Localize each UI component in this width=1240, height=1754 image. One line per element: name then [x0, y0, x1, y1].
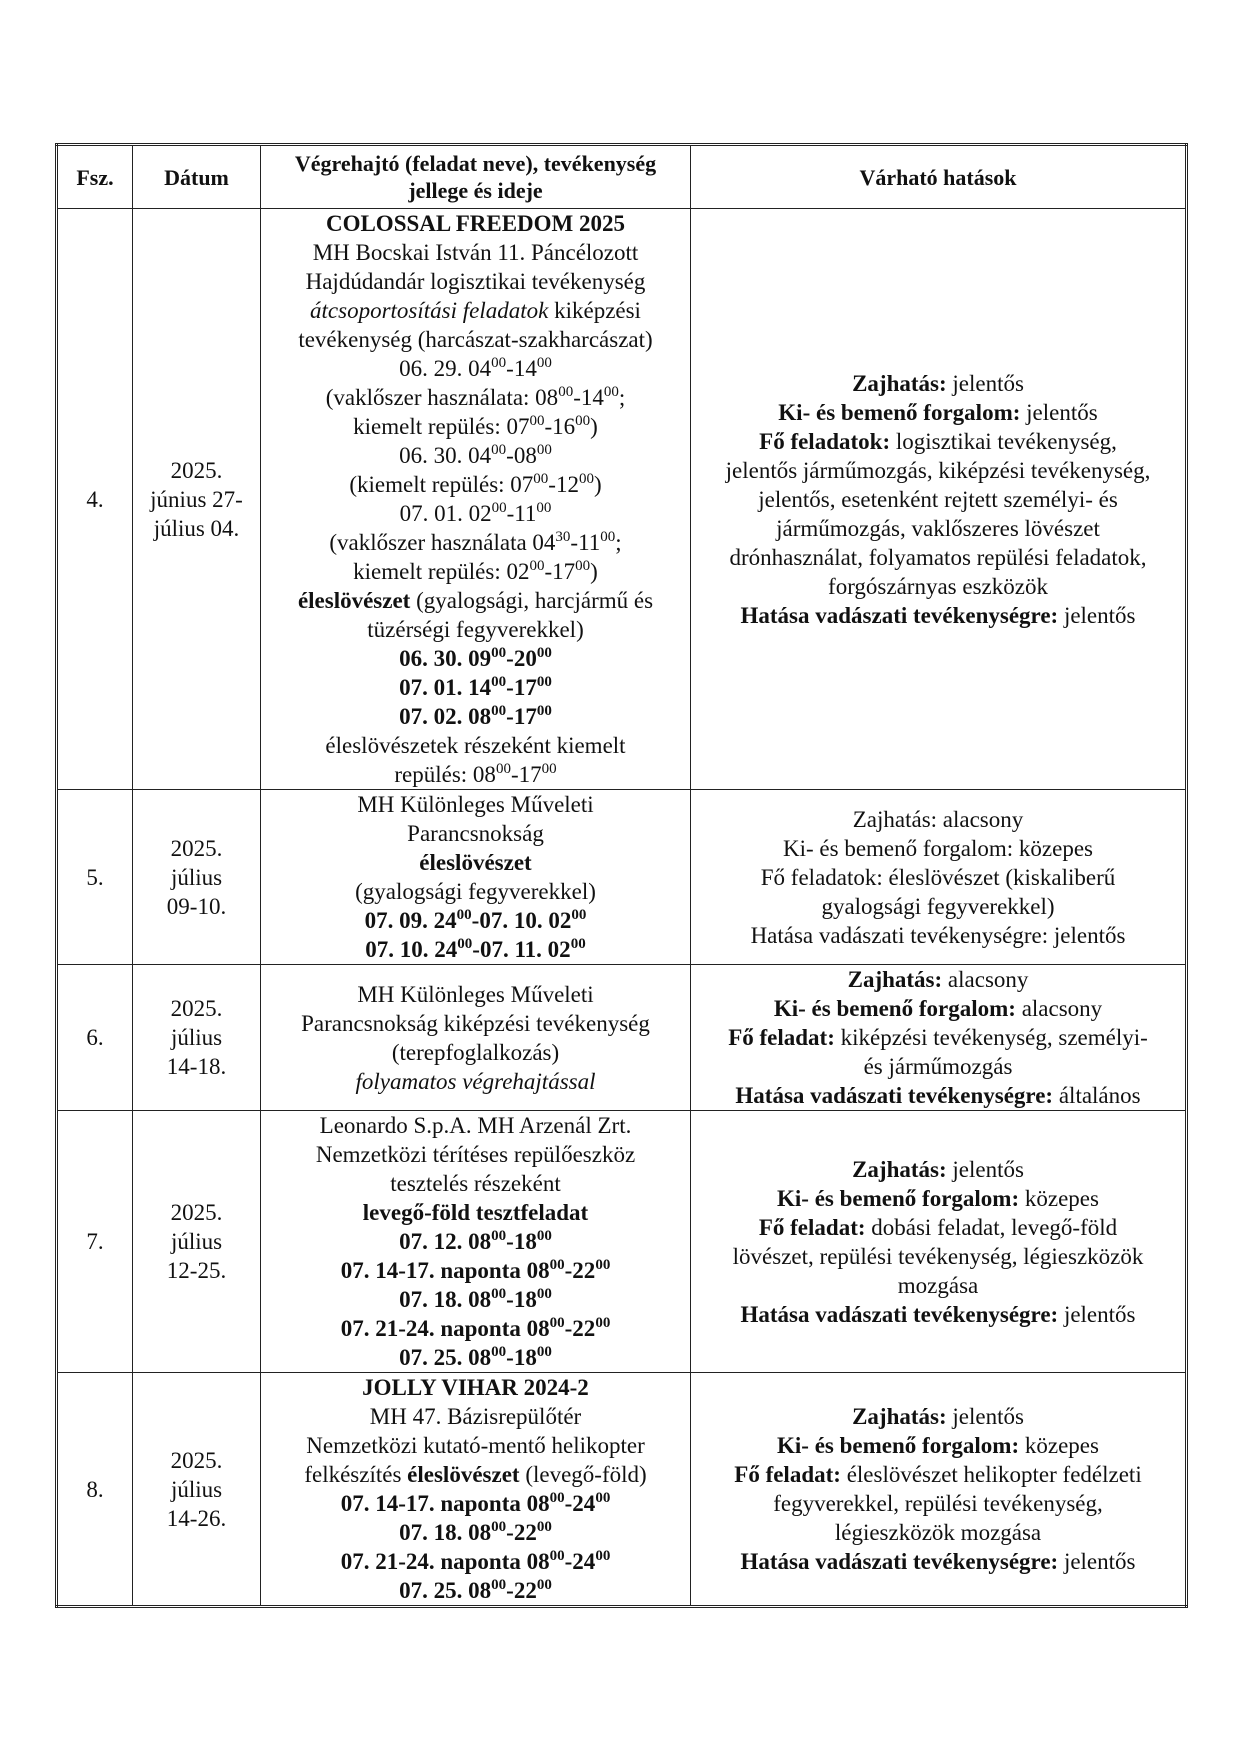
text-run: COLOSSAL FREEDOM 2025 [325, 211, 626, 236]
detail-line [265, 296, 686, 325]
detail-line [265, 557, 686, 586]
detail-line [265, 644, 686, 673]
detail-line [265, 528, 686, 557]
superscript-time: 00 [536, 1228, 552, 1244]
date-line: 09-10. [166, 893, 227, 919]
text-run: jelentős járműmozgás, kiképzési tevékenység, [725, 457, 1151, 483]
text-run: ; [615, 530, 622, 555]
text-run: -07. 11. 02 [472, 937, 571, 962]
text-run: -16 [544, 414, 576, 439]
superscript-time: 00 [491, 500, 507, 516]
text-run: éleslövészetek részeként kiemelt [325, 733, 626, 758]
superscript-time: 00 [491, 645, 507, 661]
detail-line [265, 848, 686, 877]
date-line: július [170, 864, 223, 890]
text-run: kiképzési [548, 298, 641, 323]
text-run: -11 [570, 530, 601, 555]
detail-line [265, 267, 686, 296]
text-run: általános [1053, 1083, 1141, 1108]
row-details [261, 790, 691, 965]
text-run: Parancsnokság kiképzési tevékenység [301, 1010, 650, 1036]
text-run: -22 [506, 1520, 537, 1545]
text-run: 07. 18. 08 [399, 1287, 492, 1312]
superscript-time: 00 [536, 442, 552, 458]
text-run: Zajhatás: [852, 370, 947, 396]
table-header-row [57, 145, 1187, 209]
detail-line [265, 760, 686, 789]
row-number: 4. [57, 209, 133, 790]
text-run: Ki- és bemenő forgalom: [777, 1185, 1020, 1211]
text-run: alacsony [1015, 996, 1103, 1021]
date-line: 2025. [170, 996, 223, 1021]
text-run: fegyverekkel, repülési tevékenység, [773, 1491, 1103, 1516]
detail-line [265, 470, 686, 499]
text-run: jelentős [946, 370, 1024, 396]
text-run: kiemelt repülés: 07 [353, 414, 530, 439]
text-run: tüzérségi fegyverekkel) [367, 617, 584, 642]
detail-line [265, 1431, 686, 1460]
row-details [261, 1111, 691, 1373]
header-number: Fsz. [57, 145, 133, 209]
text-run: tesztelés részeként [390, 1171, 561, 1196]
superscript-time: 00 [536, 355, 552, 371]
text-run: Ki- és bemenő forgalom: közepes [783, 835, 1093, 861]
superscript-time: 00 [536, 674, 552, 690]
detail-line [265, 935, 686, 964]
text-run: MH Bocskai István 11. Páncélozott [312, 240, 639, 265]
date-line: július [170, 1025, 223, 1050]
effect-line [695, 1271, 1181, 1300]
detail-line [265, 1373, 686, 1402]
detail-line [265, 1198, 686, 1227]
detail-line [265, 238, 686, 267]
effect-line [695, 543, 1181, 572]
text-run: járműmozgás, vaklőszeres lövészet [776, 515, 1100, 541]
text-run: -17 [506, 675, 537, 700]
text-run: tevékenység (harcászat-szakharcászat) [298, 327, 653, 352]
text-run: jelentős [1058, 1549, 1136, 1574]
row-date [133, 965, 261, 1111]
text-run: -17 [506, 704, 537, 729]
detail-line [265, 1009, 686, 1038]
effect-line [695, 601, 1181, 630]
detail-line [265, 702, 686, 731]
superscript-time: 00 [595, 1490, 611, 1506]
detail-line [265, 1314, 686, 1343]
row-date [133, 1373, 261, 1607]
superscript-time: 00 [529, 413, 545, 429]
text-run: Zajhatás: [852, 1404, 947, 1429]
text-run: mozgása [897, 1272, 979, 1298]
text-run: -18 [506, 1287, 537, 1312]
text-run: -18 [506, 1345, 537, 1370]
text-run: felkészítés [304, 1462, 408, 1487]
text-run: 07. 21-24. naponta 08 [340, 1316, 550, 1341]
text-run: (vaklőszer használata: 08 [325, 385, 559, 410]
table-row [57, 790, 1187, 965]
text-run: jelentős [1020, 399, 1098, 425]
effect-line [695, 572, 1181, 601]
header-actor: Végrehajtó (feladat neve), tevékenység jellege és ideje [261, 145, 691, 209]
text-run: 07. 02. 08 [399, 704, 492, 729]
superscript-time: 00 [491, 1519, 507, 1535]
table-body [57, 209, 1187, 1607]
text-run: éleslövészet [297, 588, 411, 613]
detail-line [265, 325, 686, 354]
effect-line [695, 892, 1181, 921]
effect-line [695, 398, 1181, 427]
text-run: jelentős, esetenként rejtett személyi- és [758, 486, 1118, 512]
detail-line [265, 790, 686, 819]
text-run: éleslövészet [419, 850, 532, 875]
detail-line [265, 1518, 686, 1547]
text-run: logisztikai tevékenység, [890, 428, 1117, 454]
text-run: 07. 09. 24 [364, 908, 457, 933]
effect-line [695, 1518, 1181, 1547]
row-date [133, 790, 261, 965]
text-run: jelentős [946, 1156, 1024, 1182]
detail-line [265, 615, 686, 644]
superscript-time: 00 [491, 1344, 507, 1360]
text-run: -24 [564, 1491, 596, 1516]
table-row [57, 1111, 1187, 1373]
row-effects [691, 1111, 1187, 1373]
row-effects [691, 1373, 1187, 1607]
text-run: (levegő-föld) [519, 1462, 647, 1487]
text-run: kiképzési tevékenység, személyi- [834, 1025, 1148, 1050]
detail-line [265, 731, 686, 760]
text-run: (gyalogsági, harcjármű és [410, 588, 654, 613]
text-run: 06. 30. 09 [399, 646, 492, 671]
text-run: Fő feladat: [758, 1214, 866, 1240]
text-run: 07. 21-24. naponta 08 [340, 1549, 550, 1574]
superscript-time: 00 [541, 761, 557, 777]
date-line: 2025. [170, 457, 223, 483]
detail-line [265, 1140, 686, 1169]
text-run: Nemzetközi kutató-mentő helikopter [306, 1433, 645, 1458]
text-run: ) [590, 414, 598, 439]
text-run: -12 [548, 472, 579, 497]
superscript-time: 00 [491, 1577, 507, 1593]
superscript-time: 00 [570, 936, 586, 952]
superscript-time: 00 [491, 1228, 507, 1244]
detail-line [265, 1227, 686, 1256]
effect-line [695, 921, 1181, 950]
row-number: 6. [57, 965, 133, 1111]
text-run: közepes [1019, 1433, 1099, 1458]
text-run: Ki- és bemenő forgalom: [773, 996, 1016, 1021]
detail-line [265, 980, 686, 1009]
text-run: 07. 10. 24 [365, 937, 458, 962]
text-run: 06. 29. 04 [399, 356, 492, 381]
table-row [57, 965, 1187, 1111]
superscript-time: 00 [549, 1315, 565, 1331]
detail-line [265, 1256, 686, 1285]
superscript-time: 00 [549, 1257, 565, 1273]
effect-line [695, 1023, 1181, 1052]
text-run: Zajhatás: [847, 967, 943, 992]
effect-line [695, 805, 1181, 834]
date-line: 2025. [170, 835, 223, 861]
text-run: jelentős [946, 1404, 1024, 1429]
effect-line [695, 1460, 1181, 1489]
row-date [133, 1111, 261, 1373]
row-details [261, 965, 691, 1111]
text-run: jelentős [1058, 602, 1136, 628]
superscript-time: 30 [555, 529, 571, 545]
superscript-time: 00 [457, 936, 473, 952]
detail-line [265, 1343, 686, 1372]
effect-line [695, 1431, 1181, 1460]
text-run: 07. 25. 08 [399, 1578, 492, 1603]
detail-line [265, 1402, 686, 1431]
text-run: MH Különleges Műveleti [357, 981, 594, 1007]
text-run: repülés: 08 [394, 762, 496, 787]
text-run: átcsoportosítási feladatok [310, 298, 549, 323]
table-row [57, 209, 1187, 790]
table-row [57, 1373, 1187, 1607]
row-effects [691, 209, 1187, 790]
superscript-time: 00 [536, 1577, 552, 1593]
detail-line [265, 1460, 686, 1489]
text-run: Ki- és bemenő forgalom: [778, 399, 1021, 425]
superscript-time: 00 [495, 761, 511, 777]
document-page [55, 143, 1185, 1608]
detail-line [265, 354, 686, 383]
text-run: -11 [506, 501, 537, 526]
text-run: 07. 01. 14 [399, 675, 492, 700]
text-run: Zajhatás: alacsony [852, 806, 1024, 832]
superscript-time: 00 [603, 384, 619, 400]
text-run: 07. 12. 08 [399, 1229, 492, 1254]
text-run: 07. 14-17. naponta 08 [340, 1258, 550, 1283]
detail-line [265, 1111, 686, 1140]
date-line: július [170, 1476, 223, 1502]
detail-line [265, 1169, 686, 1198]
text-run: ) [593, 472, 602, 497]
effect-line [695, 1081, 1181, 1110]
effect-line [695, 994, 1181, 1023]
text-run: éleslövészet [407, 1462, 520, 1487]
detail-line [265, 906, 686, 935]
text-run: kiemelt repülés: 02 [353, 559, 530, 584]
text-run: Hatása vadászati tevékenységre: [740, 1301, 1059, 1327]
text-run: -18 [506, 1229, 537, 1254]
text-run: Hatása vadászati tevékenységre: [740, 1549, 1059, 1574]
text-run: alacsony [942, 967, 1029, 992]
effect-line [695, 427, 1181, 456]
effect-line [695, 1184, 1181, 1213]
text-run: -20 [506, 646, 537, 671]
detail-line [265, 499, 686, 528]
detail-line [265, 1038, 686, 1067]
superscript-time: 00 [595, 1257, 611, 1273]
text-run: éleslövészet helikopter fedélzeti [840, 1462, 1142, 1487]
detail-line [265, 209, 686, 238]
text-run: Fő feladat: [728, 1025, 835, 1050]
date-line: 2025. [170, 1447, 223, 1473]
superscript-time: 00 [536, 1344, 552, 1360]
superscript-time: 00 [529, 558, 545, 574]
superscript-time: 00 [575, 558, 591, 574]
text-run: folyamatos végrehajtással [355, 1068, 596, 1094]
effect-line [695, 369, 1181, 398]
text-run: Hatása vadászati tevékenységre: [740, 602, 1059, 628]
row-number: 7. [57, 1111, 133, 1373]
text-run: dobási feladat, levegő-föld [865, 1214, 1118, 1240]
effect-line [695, 1402, 1181, 1431]
text-run: Hatása vadászati tevékenységre: [735, 1083, 1054, 1108]
effect-line [695, 1242, 1181, 1271]
date-line: július 04. [153, 515, 240, 541]
superscript-time: 00 [549, 1548, 565, 1564]
schedule-table [55, 143, 1188, 1608]
effect-line [695, 965, 1181, 994]
text-run: Hatása vadászati tevékenységre: jelentős [750, 922, 1126, 948]
detail-line [265, 819, 686, 848]
superscript-time: 00 [491, 1286, 507, 1302]
text-run: Fő feladatok: éleslövészet (kiskaliberű [760, 864, 1116, 890]
date-line: 2025. [170, 1200, 223, 1225]
detail-line [265, 877, 686, 906]
text-run: Nemzetközi térítéses repülőeszköz [315, 1142, 636, 1167]
text-run: forgószárnyas eszközök [828, 573, 1048, 599]
text-run: és járműmozgás [863, 1054, 1013, 1079]
row-details [261, 209, 691, 790]
date-line: július [170, 1229, 223, 1254]
detail-line [265, 441, 686, 470]
row-number: 5. [57, 790, 133, 965]
text-run: 07. 14-17. naponta 08 [340, 1491, 550, 1516]
effect-line [695, 1213, 1181, 1242]
detail-line [265, 1067, 686, 1096]
superscript-time: 00 [491, 442, 507, 458]
text-run: gyalogsági fegyverekkel) [821, 893, 1055, 919]
text-run: 06. 30. 04 [399, 443, 492, 468]
superscript-time: 00 [536, 703, 552, 719]
text-run: Zajhatás: [852, 1156, 947, 1182]
superscript-time: 00 [571, 907, 587, 923]
superscript-time: 00 [536, 1286, 552, 1302]
row-number: 8. [57, 1373, 133, 1607]
superscript-time: 00 [536, 500, 552, 516]
superscript-time: 00 [491, 674, 507, 690]
superscript-time: 00 [558, 384, 574, 400]
superscript-time: 00 [549, 1490, 565, 1506]
text-run: -24 [564, 1549, 596, 1574]
text-run: lövészet, repülési tevékenység, légieszközök [732, 1243, 1144, 1269]
superscript-time: 00 [575, 413, 591, 429]
text-run: Parancsnokság [407, 821, 544, 846]
text-run: Fő feladat: [734, 1462, 841, 1487]
effect-line [695, 456, 1181, 485]
text-run: -07. 10. 02 [471, 908, 572, 933]
effect-line [695, 485, 1181, 514]
superscript-time: 00 [491, 355, 507, 371]
text-run: -22 [564, 1316, 596, 1341]
effect-line [695, 1489, 1181, 1518]
superscript-time: 00 [536, 645, 552, 661]
effect-line [695, 863, 1181, 892]
superscript-time: 00 [536, 1519, 552, 1535]
detail-line [265, 1547, 686, 1576]
text-run: 07. 18. 08 [399, 1520, 492, 1545]
text-run: (vaklőszer használata 04 [329, 530, 556, 555]
effect-line [695, 834, 1181, 863]
superscript-time: 00 [595, 1548, 611, 1564]
text-run: MH Különleges Műveleti [357, 792, 594, 817]
text-run: Leonardo S.p.A. MH Arzenál Zrt. [319, 1113, 632, 1138]
effect-line [695, 1547, 1181, 1576]
row-date [133, 209, 261, 790]
text-run: Ki- és bemenő forgalom: [777, 1433, 1020, 1458]
effect-line [695, 1300, 1181, 1329]
detail-line [265, 383, 686, 412]
detail-line [265, 1489, 686, 1518]
superscript-time: 00 [600, 529, 616, 545]
text-run: -17 [544, 559, 576, 584]
text-run: drónhasználat, folyamatos repülési feladatok, [729, 544, 1147, 570]
header-effects: Várható hatások [691, 145, 1187, 209]
text-run: MH 47. Bázisrepülőtér [369, 1404, 582, 1429]
text-run: -17 [510, 762, 542, 787]
superscript-time: 00 [491, 703, 507, 719]
superscript-time: 00 [578, 471, 594, 487]
text-run: -14 [506, 356, 537, 381]
detail-line [265, 1576, 686, 1605]
date-line: 14-26. [166, 1505, 227, 1531]
text-run: 07. 01. 02 [399, 501, 492, 526]
row-effects [691, 790, 1187, 965]
text-run: levegő-föld tesztfeladat [362, 1200, 589, 1225]
superscript-time: 00 [456, 907, 472, 923]
date-line: június 27- [150, 486, 243, 512]
text-run: Hajdúdandár logisztikai tevékenység [305, 269, 646, 294]
row-details [261, 1373, 691, 1607]
effect-line [695, 1155, 1181, 1184]
text-run: ) [590, 559, 598, 584]
text-run: (gyalogsági fegyverekkel) [355, 879, 596, 904]
text-run: -22 [564, 1258, 596, 1283]
effect-line [695, 514, 1181, 543]
effect-line [695, 1052, 1181, 1081]
date-line: 12-25. [166, 1258, 227, 1283]
detail-line [265, 586, 686, 615]
text-run: -14 [573, 385, 604, 410]
text-run: (kiemelt repülés: 07 [349, 472, 534, 497]
text-run: JOLLY VIHAR 2024-2 [362, 1375, 589, 1400]
text-run: jelentős [1058, 1301, 1136, 1327]
row-effects [691, 965, 1187, 1111]
text-run: közepes [1019, 1185, 1099, 1211]
header-date: Dátum [133, 145, 261, 209]
text-run: 07. 25. 08 [399, 1345, 492, 1370]
date-line: 14-18. [166, 1054, 227, 1079]
text-run: légieszközök mozgása [834, 1520, 1042, 1545]
superscript-time: 00 [533, 471, 549, 487]
text-run: ; [618, 385, 626, 410]
detail-line [265, 1285, 686, 1314]
text-run: Fő feladatok: [759, 428, 891, 454]
detail-line [265, 673, 686, 702]
text-run: -08 [506, 443, 537, 468]
text-run: -22 [506, 1578, 537, 1603]
detail-line [265, 412, 686, 441]
superscript-time: 00 [595, 1315, 611, 1331]
text-run: (terepfoglalkozás) [391, 1039, 560, 1065]
